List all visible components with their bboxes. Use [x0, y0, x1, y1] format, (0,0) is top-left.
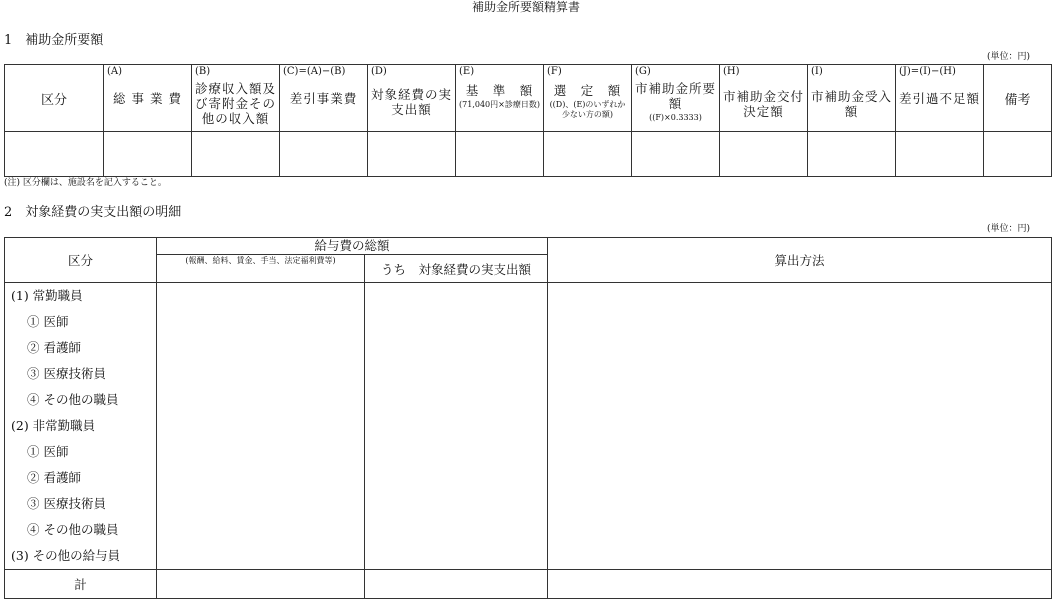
- subsidy-row-header-cell: [5, 65, 104, 132]
- expense-row-label: ① 医師: [5, 309, 157, 335]
- total-method-cell[interactable]: [548, 570, 1052, 599]
- section1-unit: (単位：円): [986, 52, 1030, 62]
- col-g-sub: ((F)×0.3333): [649, 113, 702, 122]
- entry-cell[interactable]: [984, 132, 1052, 177]
- expense-row-label: ② 看護師: [5, 335, 157, 361]
- entry-cell[interactable]: [808, 132, 896, 177]
- col-remarks: 備考: [984, 65, 1052, 132]
- col-f-sub: ((D)、(E)のいずれか少ない方の額): [549, 100, 626, 119]
- col-i: (I) 市補助金受入額: [808, 65, 896, 132]
- section2-unit: (単位：円): [986, 224, 1030, 234]
- col-a: (A) 総 事 業 費: [104, 65, 192, 132]
- col-e: (E) 基 準 額 (71,040円×診療日数): [456, 65, 544, 132]
- subsidy-row-header: 区分: [40, 93, 67, 108]
- entry-cell[interactable]: [544, 132, 632, 177]
- col-b: (B) 診療収入額及び寄附金その他の収入額: [192, 65, 280, 132]
- expense-row-label: (2) 非常勤職員: [5, 413, 157, 439]
- entry-cell[interactable]: [5, 132, 104, 177]
- subsidy-entry-row: [5, 132, 1052, 177]
- entry-cell[interactable]: [280, 132, 368, 177]
- expense-row-label: ② 看護師: [5, 465, 157, 491]
- page-title: 補助金所要額精算書: [471, 0, 580, 14]
- method-input-cell[interactable]: [548, 283, 1052, 570]
- expense-row-label: ① 医師: [5, 439, 157, 465]
- col-g: (G) 市補助金所要額 ((F)×0.3333): [632, 65, 720, 132]
- expense-row-label: ③ 医療技術員: [5, 491, 157, 517]
- salary-input-cell[interactable]: [157, 283, 365, 570]
- entry-cell[interactable]: [632, 132, 720, 177]
- section1-note: (注) 区分欄は、施設名を記入すること。: [4, 178, 167, 188]
- method-header: 算出方法: [548, 238, 1052, 283]
- subsidy-header-row: [5, 65, 1052, 132]
- expense-row-label: ③ 医療技術員: [5, 361, 157, 387]
- total-label: 計: [5, 570, 157, 599]
- total-subset-cell[interactable]: [365, 570, 548, 599]
- expense-detail-table: [4, 237, 1052, 599]
- expense-row-label: ④ その他の職員: [5, 517, 157, 543]
- entry-cell[interactable]: [720, 132, 808, 177]
- expense-row-label: (1) 常勤職員: [5, 283, 157, 310]
- expense-rows: [5, 283, 1052, 570]
- expense-header-row-1: [5, 238, 1052, 255]
- subset-input-cell[interactable]: [365, 283, 548, 570]
- expense-total-row: [5, 570, 1052, 599]
- expense-row-header: 区分: [5, 238, 157, 283]
- col-e-sub: (71,040円×診療日数): [459, 100, 540, 109]
- expense-row-label: ④ その他の職員: [5, 387, 157, 413]
- subset-header: うち 対象経費の実支出額: [365, 255, 548, 283]
- salary-header: 給与費の総額: [157, 238, 548, 255]
- entry-cell[interactable]: [368, 132, 456, 177]
- entry-cell[interactable]: [456, 132, 544, 177]
- col-j: (J)=(I)−(H) 差引過不足額: [896, 65, 984, 132]
- entry-cell[interactable]: [104, 132, 192, 177]
- salary-sub-header: (報酬、給料、賃金、手当、法定福利費等): [157, 255, 365, 283]
- entry-cell[interactable]: [896, 132, 984, 177]
- col-h: (H) 市補助金交付決定額: [720, 65, 808, 132]
- subsidy-table: [4, 64, 1052, 177]
- total-salary-cell[interactable]: [157, 570, 365, 599]
- expense-row-label: (3) その他の給与員: [5, 543, 157, 570]
- entry-cell[interactable]: [192, 132, 280, 177]
- expense-row: [5, 283, 1052, 310]
- col-d: (D) 対象経費の実支出額: [368, 65, 456, 132]
- col-c: (C)=(A)−(B) 差引事業費: [280, 65, 368, 132]
- col-f: (F) 選 定 額 ((D)、(E)のいずれか少ない方の額): [544, 65, 632, 132]
- section2-heading: 2 対象経費の実支出額の明細: [4, 205, 182, 220]
- section1-heading: 1 補助金所要額: [4, 33, 104, 48]
